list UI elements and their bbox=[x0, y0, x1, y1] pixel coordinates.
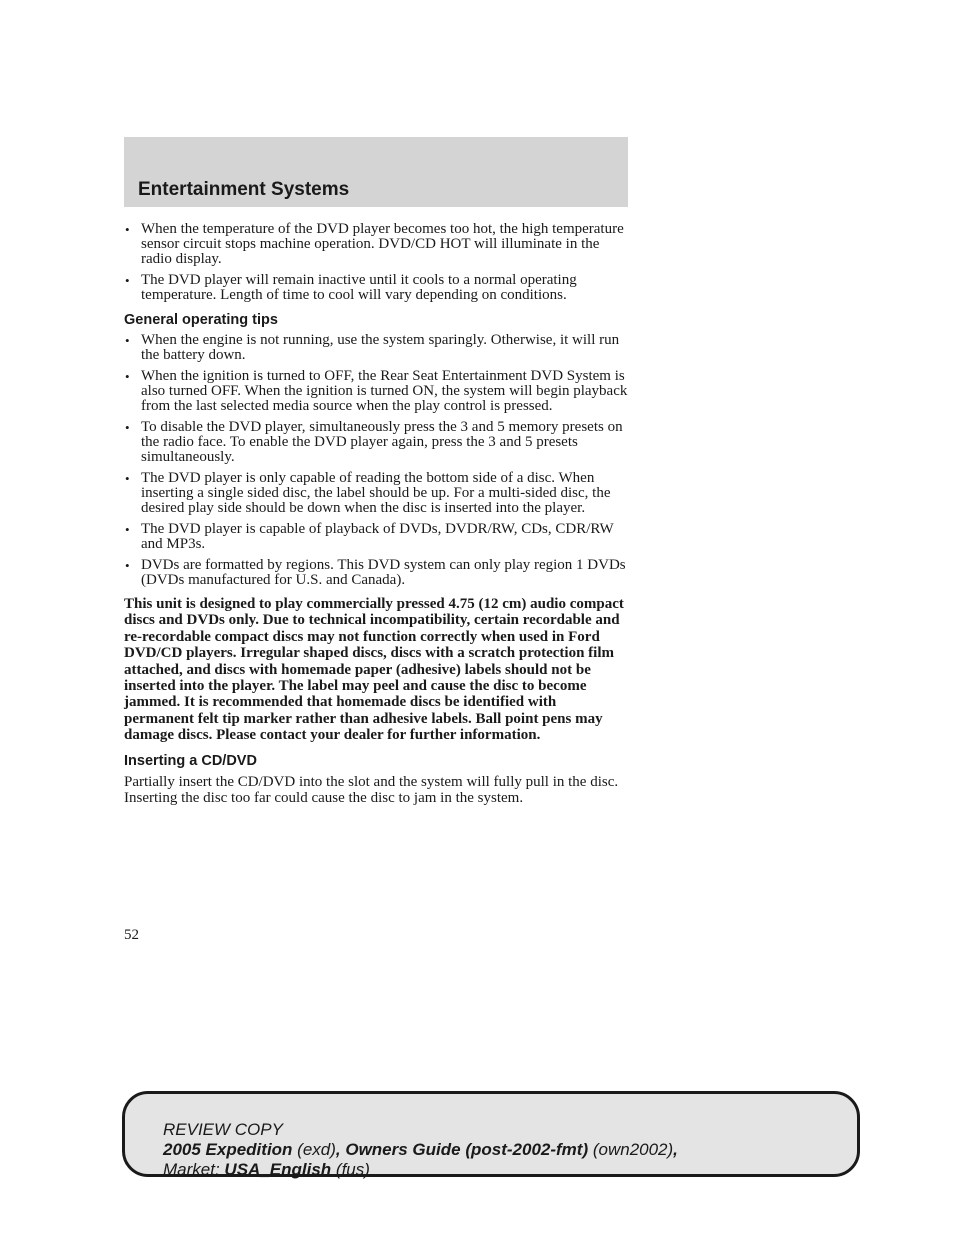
inserting-text: Partially insert the CD/DVD into the slot and the system will fully pull in the disc. Inserting the disc too far could cause the disc to jam in the system. bbox=[124, 773, 619, 806]
review-copy-text bbox=[163, 1120, 678, 1180]
tips-bullet-list bbox=[124, 333, 628, 588]
section-header-band bbox=[124, 137, 628, 207]
bullet-icon: • bbox=[125, 369, 130, 384]
inserting-heading: Inserting a CD/DVD bbox=[124, 752, 257, 769]
intro-bullet-list bbox=[124, 222, 628, 303]
list-item: • When the ignition is turned to OFF, the Rear Seat Entertainment DVD System is also turned OFF. When the ignition is turned ON, the system will begin playback from the last selected media source when the play control is pressed. bbox=[125, 368, 628, 414]
bullet-icon: • bbox=[125, 273, 130, 288]
review-market-line: Market: USA_English (fus) bbox=[163, 1160, 370, 1179]
bullet-icon: • bbox=[125, 522, 130, 537]
bullet-icon: • bbox=[125, 420, 130, 435]
page-content bbox=[124, 222, 628, 806]
list-item: • When the temperature of the DVD player becomes too hot, the high temperature sensor circuit stops machine operation. DVD/CD HOT will illuminate in the radio display. bbox=[125, 221, 624, 267]
list-item: • The DVD player will remain inactive until it cools to a normal operating temperature. Length of time to cool will vary depending on conditions. bbox=[125, 272, 577, 303]
list-item: • When the engine is not running, use the system sparingly. Otherwise, it will run the battery down. bbox=[125, 332, 620, 363]
review-copy-label: REVIEW COPY bbox=[163, 1120, 283, 1139]
review-copy-box bbox=[122, 1091, 860, 1177]
bullet-icon: • bbox=[125, 333, 130, 348]
tips-heading: General operating tips bbox=[124, 312, 278, 328]
bullet-icon: • bbox=[125, 222, 130, 237]
section-title: Entertainment Systems bbox=[138, 179, 350, 200]
list-item: • DVDs are formatted by regions. This DVD system can only play region 1 DVDs (DVDs manufactured for U.S. and Canada). bbox=[125, 557, 626, 588]
disc-warning: This unit is designed to play commercially pressed 4.75 (12 cm) audio compact discs and DVDs only. Due to technical incompatibility, certain recordable and re-recordable compact discs may not function correctly when used in Ford DVD/CD players. Irregular shaped discs, discs with a scratch protection film attached, and discs with homemade paper (adhesive) labels should not be inserted into the player. The label may peel and cause the disc to become jammed. It is recommended that homemade discs be identified with permanent felt tip marker rather than adhesive labels. Ball point pens may damage discs. Please contact your dealer for further information. bbox=[124, 596, 624, 744]
list-item: • The DVD player is only capable of reading the bottom side of a disc. When inserting a single sided disc, the label should be up. For a multi-sided disc, the desired play side should be down when the disc is inserted into the player. bbox=[125, 470, 611, 516]
review-guide-line: 2005 Expedition (exd), Owners Guide (post-2002-fmt) (own2002), bbox=[163, 1140, 678, 1159]
list-item: • The DVD player is capable of playback of DVDs, DVDR/RW, CDs, CDR/RW and MP3s. bbox=[125, 521, 614, 552]
bullet-icon: • bbox=[125, 558, 130, 573]
list-item: • To disable the DVD player, simultaneously press the 3 and 5 memory presets on the radio face. To enable the DVD player again, press the 3 and 5 presets simultaneously. bbox=[125, 419, 623, 465]
page-number: 52 bbox=[124, 927, 139, 943]
bullet-icon: • bbox=[125, 471, 130, 486]
